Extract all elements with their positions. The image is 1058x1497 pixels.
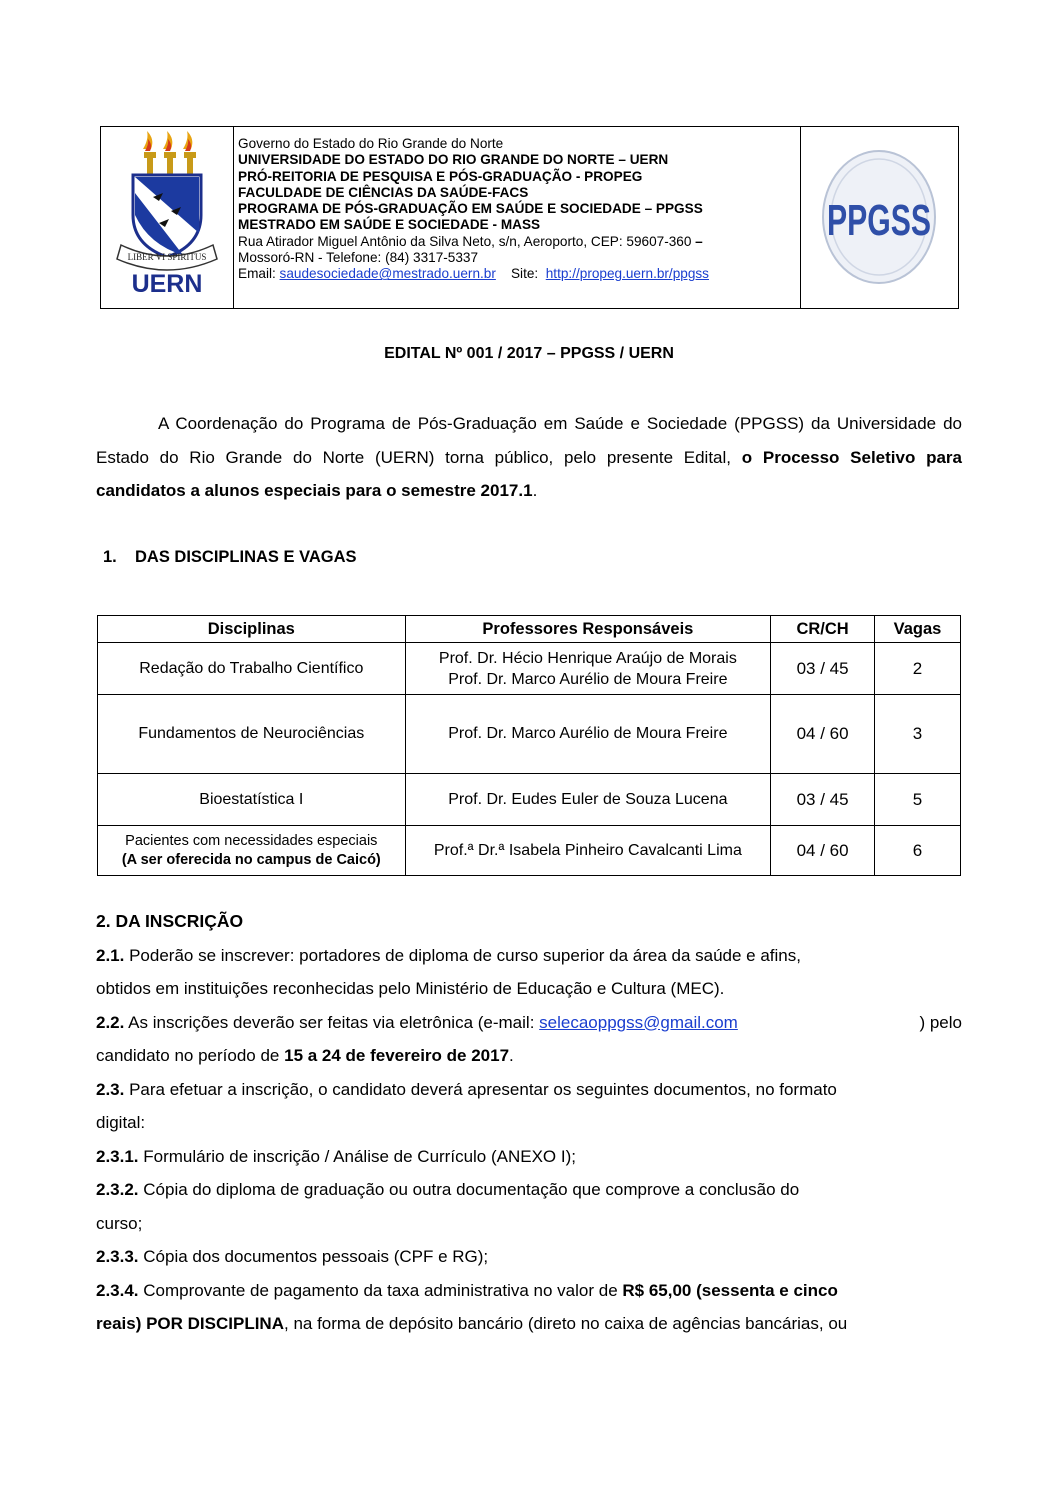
- ppgss-logo-icon: [801, 127, 958, 308]
- cell-vagas: 6: [875, 826, 961, 876]
- cell-discipline: Redação do Trabalho Científico: [98, 643, 406, 695]
- header-box: [100, 126, 959, 309]
- item-2-3-2: 2.3.2. Cópia do diploma de graduação ou outra documentação que comprove a conclusão do: [96, 1180, 800, 1199]
- cell-professor: Prof.ª Dr.ª Isabela Pinheiro Cavalcanti Lima: [405, 826, 771, 876]
- col-header: Disciplinas: [98, 616, 406, 643]
- item-2-3-1: 2.3.1. Formulário de inscrição / Análise de Currículo (ANEXO I);: [96, 1146, 576, 1166]
- header-ppgss: PROGRAMA DE PÓS-GRADUAÇÃO EM SAÚDE E SOCIEDADE – PPGSS: [238, 201, 703, 217]
- header-mass: MESTRADO EM SAÚDE E SOCIEDADE - MASS: [238, 217, 541, 233]
- item-2-1: 2.1. Poderão se inscrever: portadores de diploma de curso superior da área da saúde e afins,: [96, 945, 801, 965]
- svg-text:LIBER VI SPIRITUS: LIBER VI SPIRITUS: [127, 252, 207, 262]
- document-title: EDITAL Nº 001 / 2017 – PPGSS / UERN: [384, 345, 674, 362]
- table-header-row: [98, 616, 961, 643]
- header-gov: Governo do Estado do Rio Grande do Norte: [238, 136, 504, 151]
- header-text: [234, 127, 800, 308]
- header-address-2: Mossoró-RN - Telefone: (84) 3317-5337: [238, 250, 479, 266]
- section-2-heading: 2. DA INSCRIÇÃO: [96, 911, 244, 931]
- table-row: [98, 774, 961, 826]
- cell-vagas: 5: [875, 774, 961, 826]
- col-header: Professores Responsáveis: [405, 616, 771, 643]
- table-row: [98, 643, 961, 695]
- uern-logo: [101, 127, 234, 308]
- item-2-3-4: 2.3.4. Comprovante de pagamento da taxa administrativa no valor de R$ 65,00 (sessenta e cinco: [96, 1280, 838, 1300]
- table-row: [98, 695, 961, 774]
- item-2-2: 2.2. As inscrições deverão ser feitas via eletrônica (e-mail: selecaoppgss@gmail.com ) pelo: [96, 1012, 962, 1032]
- table-row: [98, 826, 961, 876]
- col-header: Vagas: [875, 616, 961, 643]
- intro-paragraph: A Coordenação do Programa de Pós-Graduação em Saúde e Sociedade (PPGSS) da Universidade do Estado do Rio Grande do Norte (UERN) torna público, pelo presente Edital, o Processo Seletivo para candidatos a alunos especiais para o semestre 2017.1.: [96, 414, 962, 500]
- cell-vagas: 2: [875, 643, 961, 695]
- section-1-heading: 1. DAS DISCIPLINAS E VAGAS: [103, 548, 357, 566]
- cell-discipline: Pacientes com necessidades especiais (A ser oferecida no campus de Caicó): [98, 826, 406, 876]
- header-propeg: PRÓ-REITORIA DE PESQUISA E PÓS-GRADUAÇÃO - PROPEG: [238, 168, 643, 184]
- svg-text:PPGSS: PPGSS: [827, 196, 931, 245]
- cell-crch: 04 / 60: [771, 826, 875, 876]
- item-2-3: 2.3. Para efetuar a inscrição, o candidato deverá apresentar os seguintes documentos, no formato: [96, 1079, 837, 1099]
- col-header: CR/CH: [771, 616, 875, 643]
- header-univ: UNIVERSIDADE DO ESTADO DO RIO GRANDE DO NORTE – UERN: [238, 152, 669, 168]
- cell-crch: 03 / 45: [771, 774, 875, 826]
- item-2-2-cont: candidato no período de 15 a 24 de fevereiro de 2017.: [96, 1046, 514, 1065]
- section-2: [96, 905, 962, 1341]
- cell-discipline: Bioestatística I: [98, 774, 406, 826]
- item-2-3-4-cont: reais) POR DISCIPLINA, na forma de depósito bancário (direto no caixa de agências bancárias, ou: [96, 1314, 848, 1333]
- header-contact: Email: saudesociedade@mestrado.uern.br Site: http://propeg.uern.br/ppgss: [238, 266, 709, 282]
- email-link[interactable]: saudesociedade@mestrado.uern.br: [279, 266, 496, 282]
- header-address-1: Rua Atirador Miguel Antônio da Silva Neto, s/n, Aeroporto, CEP: 59607-360 –: [238, 233, 703, 249]
- cell-professor: Prof. Dr. Marco Aurélio de Moura Freire: [405, 695, 771, 774]
- cell-crch: 04 / 60: [771, 695, 875, 774]
- selecao-email-link[interactable]: selecaoppgss@gmail.com: [539, 1012, 738, 1032]
- cell-professor: Prof. Dr. Hécio Henrique Araújo de Morais Prof. Dr. Marco Aurélio de Moura Freire: [405, 643, 771, 695]
- item-2-3-cont: digital:: [96, 1113, 146, 1132]
- uern-crest-icon: [101, 127, 233, 308]
- item-2-3-2-cont: curso;: [96, 1213, 143, 1233]
- cell-professor: Prof. Dr. Eudes Euler de Souza Lucena: [405, 774, 771, 826]
- ppgss-logo: [800, 127, 958, 308]
- header-facs: FACULDADE DE CIÊNCIAS DA SAÚDE-FACS: [238, 184, 529, 200]
- item-2-3-3: 2.3.3. Cópia dos documentos pessoais (CPF e RG);: [96, 1247, 489, 1266]
- item-2-1-cont: obtidos em instituições reconhecidas pelo Ministério de Educação e Cultura (MEC).: [96, 979, 725, 998]
- disciplines-table: [97, 615, 961, 876]
- cell-vagas: 3: [875, 695, 961, 774]
- cell-crch: 03 / 45: [771, 643, 875, 695]
- cell-discipline: Fundamentos de Neurociências: [98, 695, 406, 774]
- site-link[interactable]: http://propeg.uern.br/ppgss: [545, 266, 709, 282]
- uern-logo-text: UERN: [131, 270, 203, 298]
